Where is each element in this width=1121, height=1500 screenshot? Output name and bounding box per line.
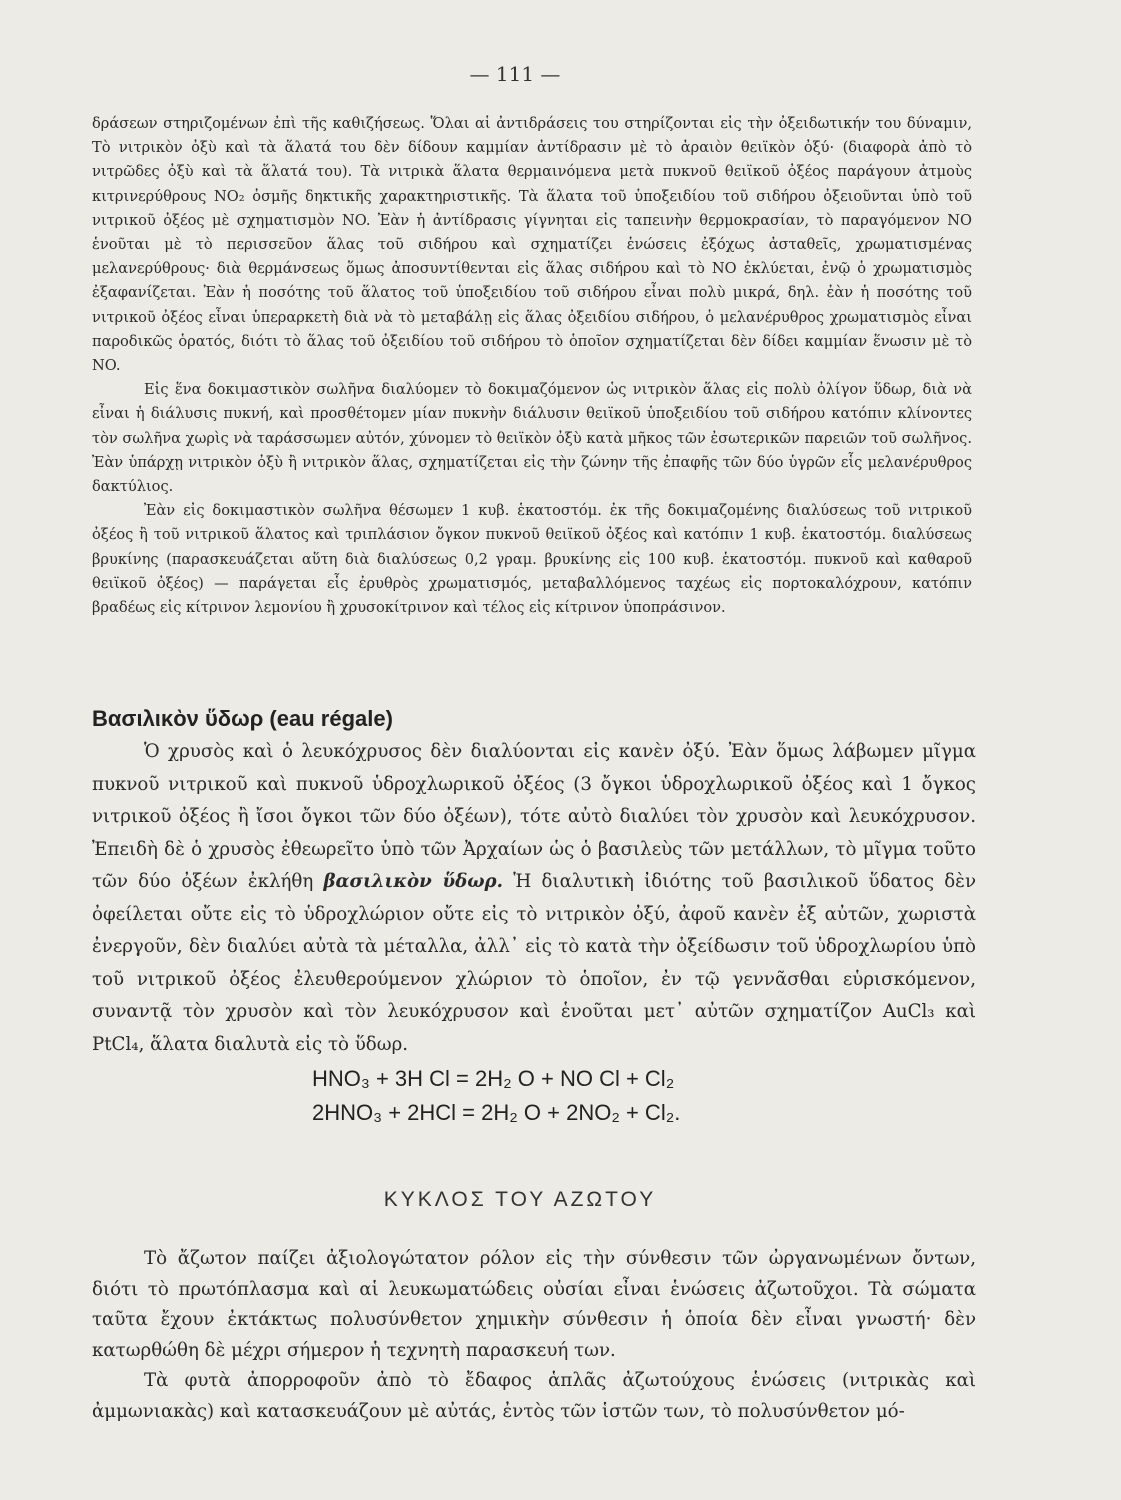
nitrogen-text-block bbox=[92, 1244, 976, 1427]
aqua-regia-text-part2: Ἡ διαλυτικὴ ἰδιότης τοῦ βασιλικοῦ ὕδατος δὲν ὀφείλεται οὔτε εἰς τὸ ὑδροχλώριον οὔτε εἰς τὸ νιτρικὸν ὀξύ, ἀφοῦ κανὲν ἐξ αὐτῶν, χωριστὰ ἐνεργοῦν, δὲν διαλύει αὐτὰ τὰ μέταλλα, ἀλλ᾽ εἰς τὸ κατὰ τὴν ὀξείδωσιν τοῦ ὑδροχλωρίου ὑπὸ τοῦ νιτρικοῦ ὀξέος ἐλευθερούμενον χλώριον τὸ ὁποῖον, ἐν τῷ γεννᾶσθαι εὑρισκόμενον, συναντᾷ τὸν χρυσὸν καὶ τὸν λευκόχρυσον καὶ ἑνοῦται μετ᾽ αὐτῶν σχηματίζον AuCl₃ καὶ PtCl₄, ἅλατα διαλυτὰ εἰς τὸ ὕδωρ. bbox=[92, 871, 977, 1055]
paragraph-oxidation: δράσεων στηριζομένων ἐπὶ τῆς καθιζήσεως. Ὅλαι αἱ ἀντιδράσεις του στηρίζονται εἰς τὴν ὀξειδωτικήν του δύναμιν, Τὸ νιτρικὸν ὀξὺ καὶ τὰ ἅλατά του δὲν δίδουν καμμίαν ἀντίδρασιν μὲ τὸ ἀραιὸν θειϊκὸν ὀξύ· (διαφορὰ ἀπὸ τὸ νιτρῶδες ὀξὺ καὶ τὰ ἅλατά του). Τὰ νιτρικὰ ἅλατα θερμαινόμενα μετὰ πυκνοῦ θειϊκοῦ ὀξέος παράγουν ἀτμοὺς κιτρινερύθρους NO₂ ὀσμῆς δηκτικῆς χαρακτηριστικῆς. Τὰ ἅλατα τοῦ ὑποξειδίου τοῦ σιδήρου ὀξειοῦνται ὑπὸ τοῦ νιτρικοῦ ὀξέος μὲ σχηματισμὸν NO. Ἐὰν ἡ ἀντίδρασις γίγνηται εἰς ταπεινὴν θερμοκρασίαν, τὸ παραγόμενον NO ἑνοῦται μὲ τὸ περισσεῦον ἅλας τοῦ σιδήρου καὶ σχηματίζει ἑνώσεις ἐξόχως ἀσταθεῖς, χρωματισμένας μελανερύθρους· διὰ θερμάνσεως ὅμως ἀποσυντίθενται εἰς ἅλας σιδήρου καὶ τὸ NO ἐκλύεται, ἐνῷ ὁ χρωματισμὸς ἐξαφανίζεται. Ἐὰν ἡ ποσότης τοῦ ἅλατος τοῦ ὑποξειδίου τοῦ σιδήρου εἶναι πολὺ μικρά, δηλ. ἐὰν ἡ ποσότης τοῦ νιτρικοῦ ὀξέος εἶναι ὑπεραρκετὴ διὰ νὰ τὸ μεταβάλῃ εἰς ἅλας ὀξειδίου σιδήρου, ὁ μελανέρυθρος χρωματισμὸς εἶναι παροδικῶς ὁρατός, διότι τὸ ἅλας τοῦ ὀξειδίου τοῦ σιδήρου τὸ ὁποῖον σχηματίζεται δὲν δίδει καμμίαν ἕνωσιν μὲ τὸ NO. bbox=[92, 115, 972, 375]
aqua-regia-text-block bbox=[92, 736, 976, 1061]
paragraph-test-tube: Εἰς ἕνα δοκιμαστικὸν σωλῆνα διαλύομεν τὸ δοκιμαζόμενον ὡς νιτρικὸν ἅλας εἰς πολὺ ὀλίγον ὕδωρ, διὰ νὰ εἶναι ἡ διάλυσις πυκνή, καὶ προσθέτομεν μίαν πυκνὴν διάλυσιν θειϊκοῦ ὑποξειδίου τοῦ σιδήρου κατόπιν κλίνοντες τὸν σωλῆνα χωρὶς νὰ ταράσσωμεν αὐτόν, χύνομεν τὸ θειϊκὸν ὀξὺ κατὰ μῆκος τῶν ἐσωτερικῶν παρειῶν τοῦ σωλῆνος. Ἐὰν ὑπάρχῃ νιτρικὸν ὀξὺ ἢ νιτρικὸν ἅλας, σχηματίζεται εἰς τὴν ζώνην τῆς ἐπαφῆς τῶν δύο ὑγρῶν εἷς μελανέρυθρος δακτύλιος. bbox=[92, 381, 972, 496]
equation-1: HNO₃ + 3H Cl = 2H₂ O + NO Cl + Cl₂ bbox=[312, 1066, 675, 1091]
section-title-nitrogen-cycle: ΚΥΚΛΟΣ ΤΟΥ ΑΖΩΤΟΥ bbox=[383, 1188, 657, 1211]
equation-2: 2HNO₃ + 2HCl = 2H₂ O + 2NO₂ + Cl₂. bbox=[312, 1100, 681, 1125]
aqua-regia-term: βασιλικὸν ὕδωρ. bbox=[323, 871, 503, 892]
upper-text-block bbox=[92, 112, 972, 620]
heading-aqua-regia: Βασιλικὸν ὕδωρ (eau régale) bbox=[92, 706, 393, 731]
paragraph-brucine-test: Ἐὰν εἰς δοκιμαστικὸν σωλῆνα θέσωμεν 1 κυβ. ἑκατοστόμ. ἐκ τῆς δοκιμαζομένης διαλύσεως τοῦ νιτρικοῦ ὀξέος ἢ τοῦ νιτρικοῦ ἅλατος καὶ τριπλάσιον ὄγκον πυκνοῦ θειϊκοῦ ὀξέος καὶ κατόπιν 1 κυβ. ἑκατοστόμ. διαλύσεως βρυκίνης (παρασκευάζεται αὕτη διὰ διαλύσεως 0,2 γραμ. βρυκίνης εἰς 100 κυβ. ἑκατοστόμ. πυκνοῦ καὶ καθαροῦ θειϊκοῦ ὀξέος) — παράγεται εἷς ἐρυθρὸς χρωματισμός, μεταβαλλόμενος ταχέως εἰς πορτοκαλόχρουν, κατόπιν βραδέως εἰς κίτρινον λεμονίου ἢ χρυσοκίτρινον καὶ τέλος εἰς κίτρινον ὑποπράσινον. bbox=[92, 502, 972, 617]
paragraph-plants: Τὰ φυτὰ ἀπορροφοῦν ἀπὸ τὸ ἔδαφος ἁπλᾶς ἀζωτούχους ἑνώσεις (νιτρικὰς καὶ ἀμμωνιακὰς) καὶ κατασκευάζουν μὲ αὐτάς, ἐντὸς τῶν ἱστῶν των, τὸ πολυσύνθετον μό- bbox=[92, 1370, 976, 1422]
aqua-regia-text-part1: Ὁ χρυσὸς καὶ ὁ λευκόχρυσος δὲν διαλύονται εἰς κανὲν ὀξύ. Ἐὰν ὅμως λάβωμεν μῖγμα πυκνοῦ νιτρικοῦ καὶ πυκνοῦ ὑδροχλωρικοῦ ὀξέος (3 ὄγκοι ὑδροχλωρικοῦ ὀξέος καὶ 1 ὄγκος νιτρικοῦ ὀξέος ἢ ἴσοι ὄγκοι τῶν δύο ὀξέων), τότε αὐτὸ διαλύει τὸν χρυσὸν καὶ λευκόχρυσον. Ἐπειδὴ δὲ ὁ χρυσὸς ἐθεωρεῖτο ὑπὸ τῶν Ἀρχαίων ὡς ὁ βασιλεὺς τῶν μετάλλων, τὸ μῖγμα τοῦτο τῶν δύο ὀξέων ἐκλήθη bbox=[92, 741, 976, 892]
page-number: — 111 — bbox=[469, 62, 561, 86]
paragraph-aqua-regia bbox=[92, 736, 976, 1061]
paragraph-nitrogen-role: Τὸ ἄζωτον παίζει ἀξιολογώτατον ρόλον εἰς τὴν σύνθεσιν τῶν ὠργανωμένων ὄντων, διότι τὸ πρωτόπλασμα καὶ αἱ λευκωματώδεις οὐσίαι εἶναι ἑνώσεις ἀζωτοῦχοι. Τὰ σώματα ταῦτα ἔχουν ἐκτάκτως πολυσύνθετον χημικὴν σύνθεσιν ἡ ὁποία δὲν εἶναι γνωστή· δὲν κατωρθώθη δὲ μέχρι σήμερον ἡ τεχνητὴ παρασκευή των. bbox=[92, 1248, 976, 1361]
